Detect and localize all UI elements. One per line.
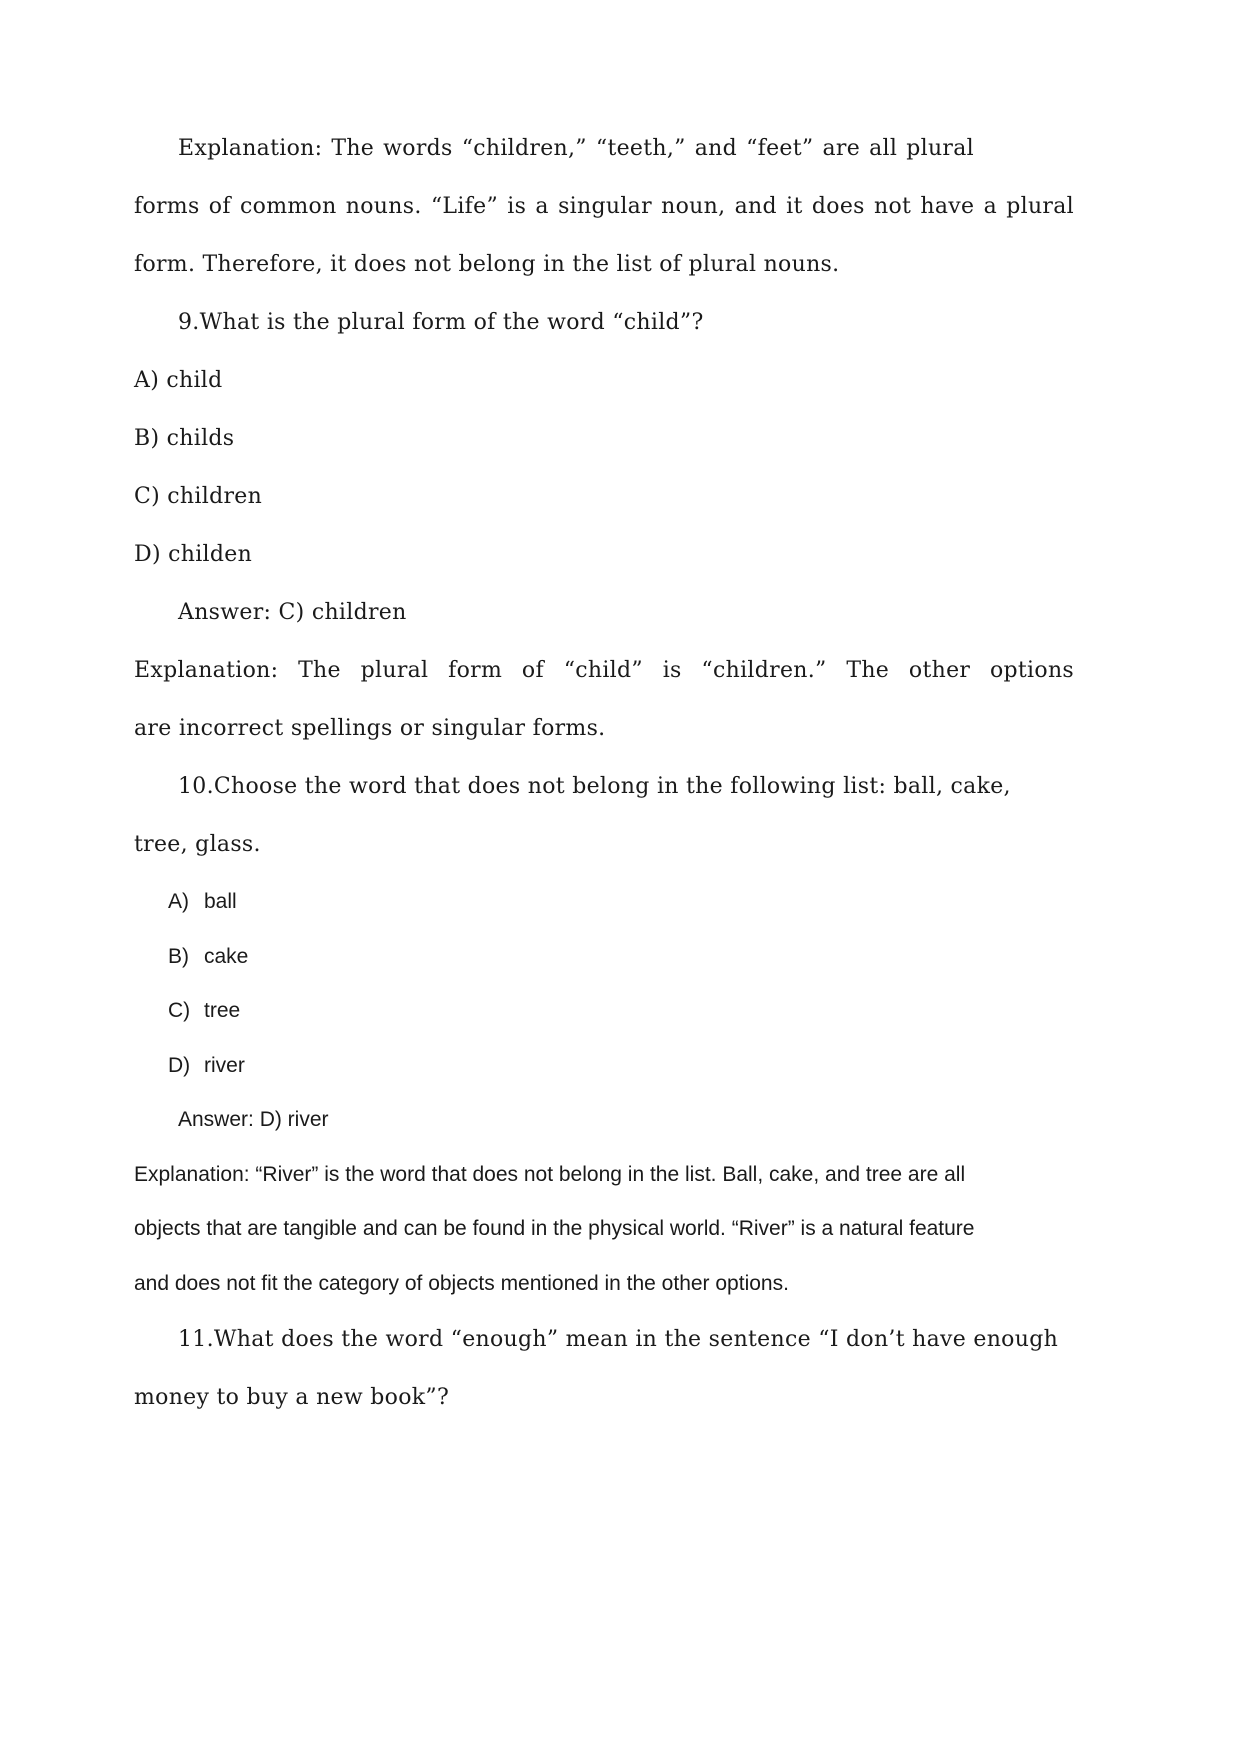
q10-option-d (168, 1051, 245, 1081)
q9-option-c: C) children (134, 484, 263, 509)
q10-option-c-letter: C) (168, 999, 191, 1022)
q10-option-c-text: tree (204, 999, 241, 1022)
q10-question-line-2: tree, glass. (134, 832, 261, 857)
q10-option-d-text: river (204, 1054, 245, 1077)
q10-explanation-line-3: and does not fit the category of objects mentioned in the other options. (134, 1272, 789, 1295)
q8-explanation-line-2: forms of common nouns. “Life” is a singular noun, and it does not have a plural (134, 194, 1074, 219)
q10-option-b (168, 942, 248, 972)
q8-explanation-line-3: form. Therefore, it does not belong in the list of plural nouns. (134, 252, 840, 277)
q10-explanation-line-2: objects that are tangible and can be found in the physical world. “River” is a natural feature (134, 1217, 975, 1240)
q10-option-b-text: cake (204, 945, 249, 968)
q9-option-a: A) child (134, 368, 223, 393)
q10-question-line-1: 10.Choose the word that does not belong in the following list: ball, cake, (178, 774, 1011, 799)
q10-option-a-text: ball (204, 890, 237, 913)
q10-option-a (168, 887, 237, 917)
q10-explanation-line-1: Explanation: “River” is the word that does not belong in the list. Ball, cake, and tree are all (134, 1163, 966, 1186)
q11-question-line-2: money to buy a new book”? (134, 1385, 450, 1410)
q11-question-line-1: 11.What does the word “enough” mean in the sentence “I don’t have enough (178, 1327, 1059, 1352)
q9-question: 9.What is the plural form of the word “child”? (178, 310, 704, 335)
q9-explanation-line-2: are incorrect spellings or singular forms. (134, 716, 606, 741)
q9-option-b: B) childs (134, 426, 235, 451)
q10-option-d-letter: D) (168, 1054, 191, 1077)
q9-answer: Answer: C) children (178, 600, 407, 625)
q10-option-c (168, 996, 240, 1026)
q10-answer: Answer: D) river (178, 1108, 329, 1131)
q9-explanation-line-1: Explanation: The plural form of “child” is “children.” The other options (134, 658, 1074, 683)
q10-option-b-letter: B) (168, 945, 189, 968)
q8-explanation-line-1: Explanation: The words “children,” “teeth,” and “feet” are all plural (178, 136, 974, 161)
q9-option-d: D) childen (134, 542, 253, 567)
q10-option-a-letter: A) (168, 890, 189, 913)
